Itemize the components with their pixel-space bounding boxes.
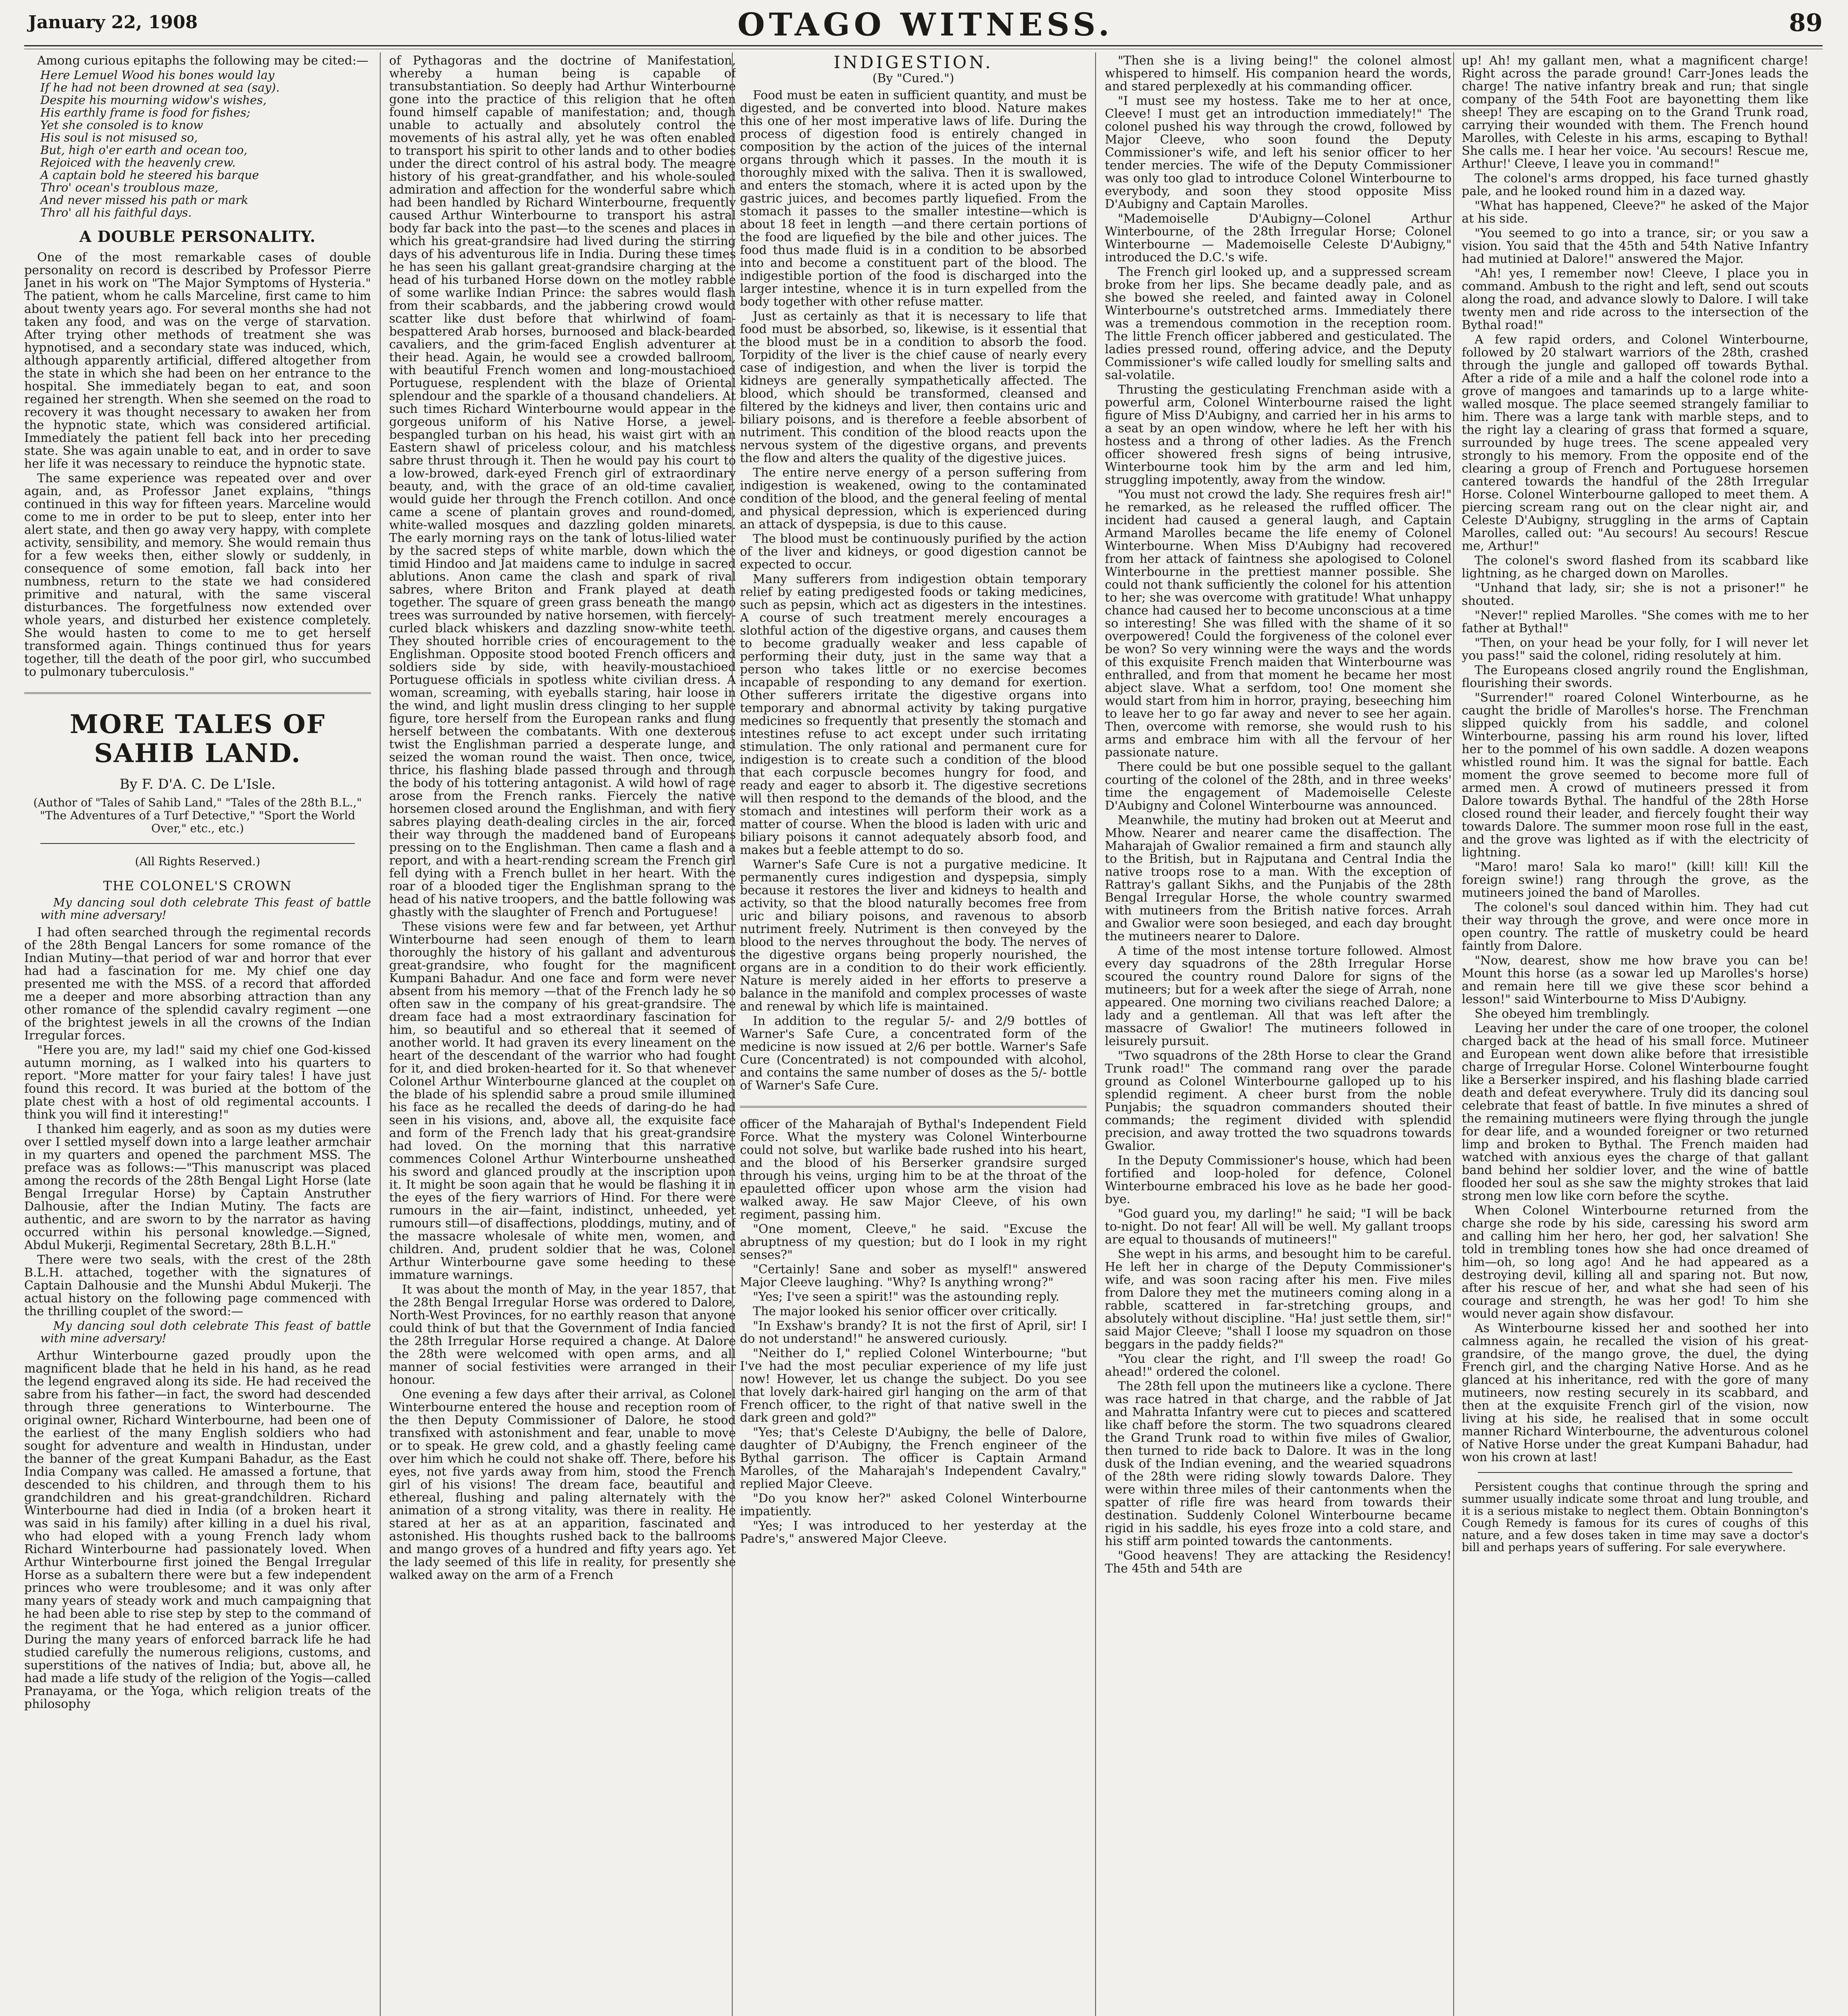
column-5 — [1462, 54, 1808, 2016]
story-paragraph: The 28th fell upon the mutineers like a cyclone. There was race hatred in that charge, and the rabble of Jat and Mahratta Infantry were cut to pieces and scattered like chaff before the storm. The two squadrons cleared the Grand Trunk road to within five miles of Gwalior, then turned to ride back to Dalore. It was in the long dusk of the Indian evening, and the wearied squadrons of the 28th were riding slowly towards Dalore. They were within three miles of their cantonments when the spatter of rifle fire was heard from towards their destination. Suddenly Colonel Winterbourne became rigid in his saddle, his eyes froze into a cold stare, and his stiff arm pointed towards the cantonments. — [1105, 1379, 1452, 1548]
story-paragraph: In the Deputy Commissioner's house, which had been fortified and loop-holed for defence, Colonel Winterbourne embraced his love as he bade her good-bye. — [1105, 1154, 1452, 1206]
story-paragraph: "I must see my hostess. Take me to her at once, Cleeve! I must get an introduction immediately!" The colonel pushed his way through the crowd, followed by Major Cleeve, who soon found the Deputy Commissioner's wife, and left his senior officer to her tender mercies. The wife of the Deputy Commissioner was only too glad to introduce Colonel Winterbourne to everybody, and soon they stood opposite Miss D'Aubigny and Captain Marolles. — [1105, 94, 1452, 211]
epitaphs-intro: Among curious epitaphs the following may be cited:— — [37, 54, 369, 68]
story-paragraph: It was about the month of May, in the year 1857, that the 28th Bengal Irregular Horse was ordered to Dalore, North-West Provinces, for no earthly reason that anyone could think of but that the Government of India fancied the 28th Irregular Horse required a change. At Dalore the 28th were welcomed with open arms, and all manner of social festivities were arranged in their honour. — [389, 1283, 736, 1387]
header-rule — [24, 45, 1823, 49]
story-paragraph: Meanwhile, the mutiny had broken out at Meerut and Mhow. Nearer and nearer came the disaffection. The Maharajah of Gwalior remained a firm and staunch ally to the British, but in Rajputana and Central India the native troops rose to a man. With the exception of Rattray's gallant Sikhs, and the Punjabis of the 28th Bengal Irregular Horse, the whole country swarmed with mutineers from the British native forces. Arrah and Gwalior were soon besieged, and each day brought the mutineers nearer to Dalore. — [1105, 813, 1452, 943]
story-paragraph: She obeyed him tremblingly. — [1475, 1007, 1650, 1021]
story-paragraph: The colonel's arms dropped, his face turned ghastly pale, and he looked round him in a dazed way. — [1462, 171, 1808, 198]
column-divider — [1453, 52, 1454, 2016]
story-paragraph: "Mademoiselle D'Aubigny—Colonel Arthur Winterbourne, of the 28th Irregular Horse; Colonel Winterbourne — Mademoiselle Celeste D'Aubigny," introduced the D.C.'s wife. — [1105, 212, 1452, 264]
story-paragraph: The major looked his senior officer over critically. — [753, 1304, 1058, 1318]
advert-paragraph: Warner's Safe Cure is not a purgative medicine. It permanently cures indigestion and dyspepsia, simply because it restores the liver and kidneys to health and activity, so that the blood naturally becomes free from uric and biliary poisons, and ravenous to absorb nutriment freely. Nutriment is then conveyed by the blood to the nerves throughout the body. The nerves of the digestive organs being properly nourished, the organs are in a condition to do their work efficiently. Nature is merely aided in her efforts to preserve a balance in the manifold and complex processes of waste and renewal by which life is maintained. — [740, 858, 1087, 1014]
short-rule — [1478, 1472, 1792, 1473]
advert-byline: (By "Cured.") — [872, 71, 954, 85]
newspaper-title: OTAGO WITNESS. — [737, 6, 1114, 43]
story-paragraph: "Now, dearest, show me how brave you can be! Mount this horse (as a sowar led up Marolles's horse) and remain here till we give these scor behind a lesson!" said Winterbourne to Miss D'Aubigny. — [1462, 954, 1808, 1006]
story-paragraph: These visions were few and far between, yet Arthur Winterbourne had seen enough of them to learn thoroughly the history of his gallant and adventurous great-grandsire, who fought for the magnificent Kumpani Bahadur. And one face and form were never absent from his memory —that of the French lady he so often saw in the company of his great-grandsire. The dream face had a most extraordinary fascination for him, so beautiful and so ethereal that it seemed of another world. It had graven its every lineament on the heart of the descendant of the warrior who had fought for it, and died broken-hearted for it. So that whenever Colonel Arthur Winterbourne glanced at the couplet on the blade of his splendid sabre a proud smile illumined his face as he recalled the deeds of daring-do he had seen in his visions, and, above all, the exquisite face and form of the French lady that his great-grandsire had loved. On the morning that this narrative commences Colonel Arthur Winterbourne unsheathed his sword and glanced proudly at the inscription upon it. It might be soon again that he would be flashing it in the eyes of the fiery warriors of Hind. For there were rumours in the air—faint, indistinct, unheeded, yet rumours still—of disaffections, ploddings, mutiny, and of the massacre wholesale of white men, women, and children. And, prudent soldier that he was, Colonel Arthur Winterbourne gave some heeding to these immature warnings. — [389, 920, 736, 1282]
poem-line: And never missed his path or mark — [40, 193, 248, 207]
story-paragraph: The Europeans closed angrily round the Englishman, flourishing their swords. — [1462, 663, 1808, 690]
story-paragraph: "Good heavens! They are attacking the Residency! The 45th and 54th are — [1105, 1549, 1452, 1576]
story-paragraph: "Never!" replied Marolles. "She comes with me to her father at Bythal!" — [1462, 608, 1808, 635]
section-divider — [740, 1106, 1087, 1108]
poem-line: If he had not been drowned at sea (say). — [40, 81, 280, 94]
story-paragraph: One evening a few days after their arrival, as Colonel Winterbourne entered the house and reception room of the then Deputy Commissioner of Dalore, he stood transfixed with astonishment and fear, unable to move or to speak. He grew cold, and a ghastly feeling came over him which he could not shake off. There, before his eyes, not five yards away from him, stood the French girl of his visions! The dream face, beautiful and ethereal, flushing and paling alternately with the animation of a strong vitality, was there in reality. He stared at her as at an apparition, fascinated and astonished. His thoughts rushed back to the ballrooms and mango groves of a hundred and fifty years ago. Yet the lady seemed of this life in reality, for presently she walked away on the arm of a French — [389, 1387, 736, 1582]
story-paragraph: She wept in his arms, and besought him to be careful. He left her in charge of the Deputy Commissioner's wife, and was soon racing after his men. Five miles from Dalore they met the mutineers coming along in a rabble, scattered in far-stretching groups, and absolutely without discipline. "Ha! just settle them, sir!" said Major Cleeve; "shall I loose my squadron on those beggars in the paddy fields?" — [1105, 1247, 1452, 1352]
story-epigraph: My dancing soul doth celebrate This feast of battle with mine adversary! — [40, 896, 371, 922]
story-paragraph: There could be but one possible sequel to the gallant courting of the colonel of the 28th, and in three weeks' time the engagement of Mademoiselle Celeste D'Aubigny and Colonel Winterbourne was announced. — [1105, 760, 1452, 813]
story-paragraph: Arthur Winterbourne gazed proudly upon the magnificent blade that he held in his hand, as he read the legend engraved along its side. He had received the sabre from his father—in fact, the sword had descended through three generations to Winterbourne. The original owner, Richard Winterbourne, had been one of the earliest of the many English soldiers who had sought for adventure and wealth in Hindustan, under the banner of the great Kumpani Bahadur, as the East India Company was called. He amassed a fortune, that descended to his children, and through them to his grandchildren and his great-grandchildren. Richard Winterbourne had died in India (of a broken heart it was said in his family) after killing in a duel his rival, who had eloped with a young French lady whom Richard Winterbourne had passionately loved. When Arthur Winterbourne first joined the Bengal Irregular Horse as a subaltern there were but a few independent princes who were troublesome; and it was only after many years of steady work and much campaigning that he had been able to rise step by step to the command of the regiment that he had entered as a junior officer. During the many years of enforced barrack life he had studied carefully the numerous religions, customs, and superstitions of the natives of India; but, above all, he had made a life study of the religion of the Yogis—called Pranayama, or the Yoga, which religion treats of the philosophy — [24, 1349, 371, 1711]
column-divider — [1095, 52, 1096, 2016]
poem-line: Thro' ocean's troublous maze, — [40, 181, 219, 194]
story-paragraph: "God guard you, my darling!" he said; "I will be back to-night. Do not fear! All will be well. My gallant troops are equal to thousands of mutineers!" — [1105, 1207, 1452, 1247]
poem-line: His earthly frame is food for fishes; — [40, 106, 250, 119]
section-divider — [24, 692, 371, 694]
story-paragraph: "Ah! yes, I remember now! Cleeve, I place you in command. Ambush to the right and left, send out scouts along the road, and advance slowly to Dalore. I will take twenty men and ride across to the intersection of the Bythal road!" — [1462, 267, 1808, 332]
author-note: (Author of "Tales of Sahib Land," "Tales of the 28th B.L.," "The Adventures of a Turf Detective," "Sport the World Over," etc., etc.) — [33, 796, 362, 835]
story-paragraph: of Pythagoras and the doctrine of Manifestation, whereby a human being is capable of transubstantiation. So deeply had Arthur Winterbourne gone into the practice of this religion that he often found himself capable of manifestation; and, though unable to actually and absolutely control the movements of his astral ally, yet he was often enabled to transport his spirit to other lands and to other bodies under the direct control of his astral body. The meagre history of his great-grandfather, and his whole-souled admiration and affection for the wonderful sabre which had been handled by Richard Winterbourne, frequently caused Arthur Winterbourne to transport his astral body far back into the past—to the scenes and places in which his great-grandsire had lived during the stirring days of his adventurous life in India. During these times he has seen his gallant great-grandsire charging at the head of his turbaned Horse down on the motley rabble of some warlike Indian Prince: the sabres would flash from their scabbards, and the jabbering crowd would scatter like dust before that whirlwind of foam-bespattered Arab horses, burnoosed and black-bearded cavaliers, and the grim-faced English adventurer at their head. Again, he would see a crowded ballroom, with beautiful French women and long-moustachioed Portuguese, resplendent with the blaze of Oriental splendour and the sparkle of a thousand chandeliers. At such times Richard Winterbourne would appear in the gorgeous uniform of his Native Horse, a jewel-bespangled turban on his head, his waist girt with an Eastern shawl of priceless colour, and his matchless sabre thrust through it. Then he would pay his court to a low-browed, dark-eyed French girl of extraordinary beauty, and, with the grace of an old-time cavalier, would guide her through the French cotillon. And once came a scene of plantain groves and round-domed, white-walled mosques and dazzling golden minarets. The early morning rays on the tank of lotus-lilied water by the sacred steps of white marble, down which the timid Hindoo and Jat maidens came to indulge in sacred ablutions. Anon came the clash and spark of rival sabres, where Briton and Frank played at death together. The square of green grass beneath the mango trees was surrounded by native horsemen, with fiercely-curled black whiskers and dazzling snow-white teeth. They shouted horrible cries of encouragement to the Englishman. Opposite stood booted French officers and soldiers side by side, with heavily-moustachioed Portuguese officials in spotless white civilian dress. A woman, screaming, with eyeballs staring, hair loose in the wind, and light muslin dress clinging to her supple figure, tore herself from the European ranks and flung herself between the combatants. With one dexterous twist the Englishman parried a desperate lunge, and seized the woman round the waist. Then once, twice, thrice, his flashing blade passed through and through the body of his tottering antagonist. A wild howl of rage arose from the French ranks. Fiercely the native horsemen closed around the Englishman, and with fiery sabres playing death-dealing circles in the air, forced their way through the maddened band of Europeans pressing on to the Englishman. Then came a flash and a report, and with a heart-rending scream the French girl fell dying with a French bullet in her heart. With the roar of a blooded tiger the Englishman sprang to the head of his native troopers, and the battle following was ghastly with the slaughter of French and Portuguese! — [389, 54, 736, 919]
poem-line: Yet she consoled is to know — [40, 118, 203, 132]
story-paragraph: There were two seals, with the crest of the 28th B.L.H. attached, together with the signatures of Captain Dalhousie and the Munshi Abdul Mukerji. The actual history on the following page commenced with the thrilling couplet of the sword:— — [24, 1253, 371, 1318]
story-paragraph: A few rapid orders, and Colonel Winterbourne, followed by 20 stalwart warriors of the 28th, crashed through the jungle and galloped off towards Bythal. After a ride of a mile and a half the colonel rode into a grove of mangoes and tamarinds up to a large white-walled mosque. The place seemed strangely familiar to him. There was a large tank with marble steps, and to the right lay a clearing of grass that formed a square, surrounded by huge trees. The scene appealed very strongly to his memory. From the opposite end of the clearing a group of French and Portuguese horsemen cantered towards the handful of the 28th Irregular Horse. Colonel Winterbourne galloped to meet them. A piercing scream rang out on the clear night air, and Celeste D'Aubigny, struggling in the arms of Captain Marolles, called out: "Au secours! Au secours! Rescue me, Arthur!" — [1462, 333, 1808, 553]
poem-line: Rejoiced with the heavenly crew. — [40, 156, 236, 169]
story-paragraph: "Neither do I," replied Colonel Winterbourne; "but I've had the most peculiar experience of my life just now! However, let us change the subject. Do you see that lovely dark-haired girl hanging on the arm of that French officer, to the right of that native swell in the dark green and gold?" — [740, 1346, 1087, 1425]
story-paragraph: "Certainly! Sane and sober as myself!" answered Major Cleeve laughing. "Why? Is anything wrong?" — [740, 1262, 1087, 1289]
rights-notice: (All Rights Reserved.) — [135, 855, 260, 868]
cough-remedy-advert: Persistent coughs that continue through the spring and summer usually indicate some throat and lung trouble, and it is a serious mistake to neglect them. Obtain Bonnington's Cough Remedy is famous for its cures of coughs of this nature, and a few doses taken in time may save a doctor's bill and perhaps years of suffering. For sale everywhere. — [1462, 1480, 1808, 1554]
story-paragraph: "What has happened, Cleeve?" he asked of the Major at his side. — [1462, 199, 1808, 226]
column-2 — [389, 54, 736, 2016]
article-paragraph: One of the most remarkable cases of double personality on record is described by Professor Pierre Janet in his work on "The Major Symptoms of Hysteria." The patient, whom he calls Marceline, first came to him about twenty years ago. For several months she had not taken any food, and was on the verge of starvation. After trying other methods of treatment she was hypnotised, and a secondary state was induced, which, although apparently artificial, differed altogether from the state in which she had been on her entrance to the hospital. She immediately began to eat, and soon regained her strength. When she seemed on the road to recovery it was thought necessary to awaken her from the hypnotic state, which was considered artificial. Immediately the patient fell back into her preceding state. She was again unable to eat, and in order to save her life it was necessary to reinduce the hypnotic state. — [24, 250, 371, 471]
story-paragraph: As Winterbourne kissed her and soothed her into calmness again, he recalled the vision of his great-grandsire, of the mango grove, the duel, the dying French girl, and the charging Native Horse. And as he glanced at his inheritance, red with the gore of many mutineers, now resting securely in its scabbard, and then at the exquisite French girl of the vision, now living at his side, he realised that in some occult manner Richard Winterbourne, the adventurous colonel of Native Horse under the great Kumpani Bahadur, had won his crown at last! — [1462, 1321, 1808, 1464]
column-1 — [24, 54, 371, 2016]
advert-paragraph: Food must be eaten in sufficient quantity, and must be digested, and be converted into blood. Nature makes this one of her most imperative laws of life. During the process of digestion food is entirely changed in composition by the action of the juices of the internal organs through which it passes. In the mouth it is thoroughly mixed with the saliva. Then it is swallowed, and enters the stomach, where it is acted upon by the gastric juices, and becomes partly liquefied. From the stomach it passes to the smaller intestine—which is about 18 feet in length —and there certain portions of the food are liquefied by the bile and other juices. The food thus made fluid is in a condition to be absorbed into and become a constituent part of the blood. The indigestible portion of the food is discharged into the larger intestine, whence it is in turn expelled from the body together with other refuse matter. — [740, 88, 1087, 309]
poem-line: Thro' all his faithful days. — [40, 206, 192, 219]
story-couplet: My dancing soul doth celebrate This feast of battle with mine adversary! — [40, 1319, 371, 1345]
poem-line: His soul is not misused so, — [40, 131, 198, 144]
story-paragraph: The French girl looked up, and a suppressed scream broke from her lips. She became deadly pale, and as she bowed she reeled, and fainted away in Colonel Winterbourne's outstretched arms. Immediately there was a tremendous commotion in the reception room. The little French officer jabbered and gesticulated. The ladies pressed round, offering advice, and the Deputy Commissioner's wife called loudly for smelling salts and sal-volatile. — [1105, 265, 1452, 382]
advert-paragraph: Many sufferers from indigestion obtain temporary relief by eating predigested foods or taking medicines, such as pepsin, which act as digesters in the intestines. A course of such treatment merely encourages a slothful action of the digestive organs, and causes them to become gradually weaker and less capable of performing their duty, just in the same way that a person who takes little or no exercise becomes incapable of responding to any demand for exertion. Other sufferers irritate the digestive organs into temporary and abnormal activity by taking purgative medicines so frequently that presently the stomach and intestines refuse to act except under such irritating stimulation. The only rational and permanent cure for indigestion is to create such a condition of the blood that each corpuscle becomes hungry for food, and ready and eager to absorb it. The digestive secretions will then respond to the demands of the blood, and the stomach and intestines will perform their work as a matter of course. When the blood is laden with uric and biliary poisons it cannot adequately absorb food, and makes but a feeble attempt to do so. — [740, 572, 1087, 857]
poem-line: Despite his mourning widow's wishes, — [40, 93, 267, 107]
story-paragraph: "Here you are, my lad!" said my chief one God-kissed autumn morning, as I walked into his quarters to report. "More matter for your fairy tales! I have just found this record. It was buried at the bottom of the plate chest with a host of old regimental accounts. I think you will find it interesting!" — [24, 1043, 371, 1122]
story-paragraph: "You clear the right, and I'll sweep the road! Go ahead!" ordered the colonel. — [1105, 1352, 1452, 1379]
story-paragraph: Leaving her under the care of one trooper, the colonel charged back at the head of his small force. Mutineer and European went down alike before that irresistible charge of Irregular Horse. Colonel Winterbourne fought like a Berserker inspired, and his flashing blade carried death and defeat everywhere. Truly did its dancing soul celebrate that feast of battle. In five minutes a shred of the remaining mutineers were flying through the jungle for dear life, and a wounded foreigner or two returned limp and broken to Bythal. The French maiden had watched with anxious eyes the charge of that gallant band behind her soldier lover, and the wine of battle flooded her soul as she saw the mighty strokes that laid strong men low like corn before the scythe. — [1462, 1021, 1808, 1203]
poem-line: Here Lemuel Wood his bones would lay — [40, 68, 275, 82]
story-paragraph: "Yes; I was introduced to her yesterday at the Padre's," answered Major Cleeve. — [740, 1519, 1087, 1546]
column-3 — [740, 54, 1087, 2016]
issue-date: January 22, 1908 — [28, 12, 198, 33]
page-number: 89 — [1789, 9, 1823, 37]
story-paragraph: "In Exshaw's brandy? It is not the first of April, sir! I do not understand!" he answered curiously. — [740, 1319, 1087, 1346]
story-paragraph: "Unhand that lady, sir; she is not a prisoner!" he shouted. — [1462, 581, 1808, 608]
article-byline: By F. D'A. C. De L'Isle. — [119, 776, 276, 792]
article-headline-sahib-land: MORE TALES OF SAHIB LAND. — [69, 709, 326, 768]
story-paragraph: up! Ah! my gallant men, what a magnificent charge! Right across the parade ground! Carr-Jones leads the charge! The native infantry break and run; that single company of the 54th Foot are bayonetting them like sheep! They are escaping on to the Grand Trunk road, carrying their wounded with them. The French hound Marolles, with Celeste in his arms, escaping to Bythal! She calls me. I hear her voice. 'Au secours! Rescue me, Arthur!' Cleeve, I leave you in command!" — [1462, 54, 1808, 171]
poem-line: But, high o'er earth and ocean too, — [40, 143, 248, 157]
story-paragraph: "Yes; I've seen a spirit!" was the astounding reply. — [753, 1290, 1060, 1304]
advert-paragraph: Just as certainly as that it is necessary to life that food must be absorbed, so, likewise, is it essential that the blood must be in a condition to absorb the food. Torpidity of the liver is the chief cause of nearly every case of indigestion, and when the liver is torpid the kidneys are generally sympathetically affected. The blood, which should be transformed, cleansed and filtered by the kidneys and liver, then contains uric and biliary poisons, and is therefore a feeble absorbent of nutriment. This condition of the blood reacts upon the nervous system of the digestive organs, and prevents the flow and alters the quality of the digestive juices. — [740, 309, 1087, 465]
story-paragraph: "You must not crowd the lady. She requires fresh air!" he remarked, as he released the ruffled officer. The incident had caused a general laugh, and Captain Armand Marolles became the life enemy of Colonel Winterbourne. When Miss D'Aubigny had recovered from her attack of faintness she apologised to Colonel Winterbourne in the prettiest manner possible. She could not thank sufficiently the colonel for his attention to her; she was overcome with gratitude! What unhappy chance had caused her to become unconscious at a time so interesting! She was filled with the shame of it so overpowered! Could the forgiveness of the colonel ever be won? So very winning were the ways and the words of this exquisite French maiden that Winterbourne was enthralled, and from that moment he became her most abject slave. What a serfdom, too! One moment she would start from him in horror, praying, beseeching him to leave her to go far away and never to see her again. Then, overcome with remorse, she would rush to his arms and embrace him with all the fervour of her passionate nature. — [1105, 487, 1452, 760]
story-paragraph: The colonel's soul danced within him. They had cut their way through the grove, and were once more in open country. The rattle of musketry could be heard faintly from Dalore. — [1462, 900, 1808, 953]
story-title: THE COLONEL'S CROWN — [103, 878, 292, 893]
story-paragraph: "One moment, Cleeve," he said. "Excuse the abruptness of my question; but do I look in my right senses?" — [740, 1222, 1087, 1262]
advert-paragraph: The entire nerve energy of a person suffering from indigestion is weakened, owing to the contaminated condition of the blood, and the general feeling of mental and physical depression, which is experienced during an attack of dyspepsia, is due to this cause. — [740, 466, 1087, 531]
story-paragraph: When Colonel Winterbourne returned from the charge she rode by his side, caressing his sword arm and calling him her hero, her god, her salvation! She told in trembling tones how she had once dreamed of him—oh, so long ago! And he had appeared as a destroying devil, killing all and sparing not. But now, after his rescue of her, and what she had seen of his courage and strength, he was her god! To him she would never again show disfavour. — [1462, 1204, 1808, 1321]
advert-paragraph: In addition to the regular 5/- and 2/9 bottles of Warner's Safe Cure, a concentrated form of the medicine is now issued at 2/6 per bottle. Warner's Safe Cure (Concentrated) is not compounded with alcohol, and contains the same number of doses as the 5/- bottle of Warner's Safe Cure. — [740, 1014, 1087, 1093]
story-paragraph: I thanked him eagerly, and as soon as my duties were over I settled myself down into a large leather armchair in my quarters and opened the parchment MSS. The preface was as follows:—"This manuscript was placed among the records of the 28th Bengal Light Horse (late Bengal Irregular Horse) by Captain Anstruther Dalhousie, after the Indian Mutiny. The facts are authentic, and are sworn to by the narrator as having occurred within his personal knowledge.—Signed, Abdul Mukerji, Regimental Secretary, 28th B.L.H." — [24, 1122, 371, 1252]
story-paragraph: A time of the most intense torture followed. Almost every day squadrons of the 28th Irregular Horse scoured the country round Dalore for signs of the mutineers; but for a week after the siege of Arrah, none appeared. One morning two civilians reached Dalore; a lady and a gentleman. All that was left after the massacre of Gwalior! The mutineers followed in leisurely pursuit. — [1105, 944, 1452, 1048]
column-divider — [380, 52, 381, 2016]
story-paragraph: "Surrender!" roared Colonel Winterbourne, as he caught the bridle of Marolles's horse. The Frenchman slipped quickly from his saddle, and colonel Winterbourne, passing his arm round his lover, lifted her to the pommel of his own saddle. A dozen weapons whistled round him. It was the signal for battle. Each moment the grove seemed to become more full of armed men. A crowd of mutineers pressed it from Dalore towards Bythal. The handful of the 28th Horse closed round their leader, and fiercely fought their way towards Dalore. The summer moon rose full in the east, and the grove was lighted as if with the electricity of lightning. — [1462, 691, 1808, 860]
story-paragraph: "Do you know her?" asked Colonel Winterbourne impatiently. — [740, 1491, 1087, 1518]
article-heading-double-personality: A DOUBLE PERSONALITY. — [79, 227, 316, 246]
article-paragraph: The same experience was repeated over and over again, and, as Professor Janet explains, "things continued in this way for fifteen years. Marceline would come to me in order to be put to sleep, enter into her alert state, and then go away very happy, with complete activity, sensibility, and memory. She would remain thus for a few weeks then, either slowly or suddenly, in consequence of some emotion, fall back into her numbness, return to the state we had considered primitive and natural, with the same visceral disturbances. The forgetfulness now extended over whole years, and disturbed her existence completely. She would hasten to come to me to get herself transformed again. Things continued thus for years together, till the death of the poor girl, who succumbed to pulmonary tuberculosis." — [24, 471, 371, 679]
story-paragraph: I had often searched through the regimental records of the 28th Bengal Lancers for some romance of the Indian Mutiny—that period of war and horror that ever had had a fascination for me. My chief one day presented me with the MSS. of a record that afforded me a deeper and more absorbing attraction than any other romance of the splendid cavalry regiment —one of the brightest jewels in all the crowns of the Indian Irregular forces. — [24, 925, 371, 1043]
story-paragraph: "Maro! maro! Sala ko maro!" (kill! kill! Kill the foreign swine!) rang through the grove, as the mutineers joined the band of Marolles. — [1462, 860, 1808, 900]
story-paragraph: "Then, on your head be your folly, for I will never let you pass!" said the colonel, riding resolutely at him. — [1462, 636, 1808, 663]
story-paragraph: Thrusting the gesticulating Frenchman aside with a powerful arm, Colonel Winterbourne raised the light figure of Miss D'Aubigny, and carried her in his arms to a seat by an open window, where he left her with his hostess and a throng of other ladies. As the French officer showered fresh signs of being intrusive, Winterbourne took him by the arm and led him, struggling impotently, away from the window. — [1105, 383, 1452, 487]
masthead — [28, 3, 1823, 44]
story-paragraph: "Yes; that's Celeste D'Aubigny, the belle of Dalore, daughter of D'Aubigny, the French engineer of the Bythal garrison. The officer is Captain Armand Marolles, of the Maharajah's Independent Cavalry," replied Major Cleeve. — [740, 1425, 1087, 1491]
column-4 — [1105, 54, 1452, 2016]
poem-line: A captain bold he steered his barque — [40, 168, 259, 182]
epitaph-poem — [24, 69, 371, 219]
story-paragraph: "Then she is a living being!" the colonel almost whispered to himself. His companion heard the words, and stared perplexedly at his commanding officer. — [1105, 54, 1452, 94]
advert-heading-indigestion: INDIGESTION. — [833, 54, 993, 72]
story-paragraph: The colonel's sword flashed from its scabbard like lightning, as he charged down on Marolles. — [1462, 554, 1808, 581]
advert-paragraph: The blood must be continuously purified by the action of the liver and kidneys, or good digestion cannot be expected to occur. — [740, 532, 1087, 572]
story-paragraph: officer of the Maharajah of Bythal's Independent Field Force. What the mystery was Colonel Winterbourne could not solve, but warlike bade rushed into his heart, and the blood of his Berserker grandsire surged through his veins, urging him to be at the throat of the epauletted officer upon whose arm the vision had walked away. He saw Major Cleeve, of his own regiment, passing him. — [740, 1117, 1087, 1222]
story-paragraph: "You seemed to go into a trance, sir; or you saw a vision. You said that the 45th and 54th Native Infantry had mutinied at Dalore!" answered the Major. — [1462, 226, 1808, 266]
story-paragraph: "Two squadrons of the 28th Horse to clear the Grand Trunk road!" The command rang over the parade ground as Colonel Winterbourne galloped up to his splendid regiment. A cheer burst from the noble Punjabis; the squadron commanders shouted their commands; the regiment divided with splendid precision, and away trotted the two squadrons towards Gwalior. — [1105, 1049, 1452, 1153]
short-rule — [40, 843, 355, 844]
